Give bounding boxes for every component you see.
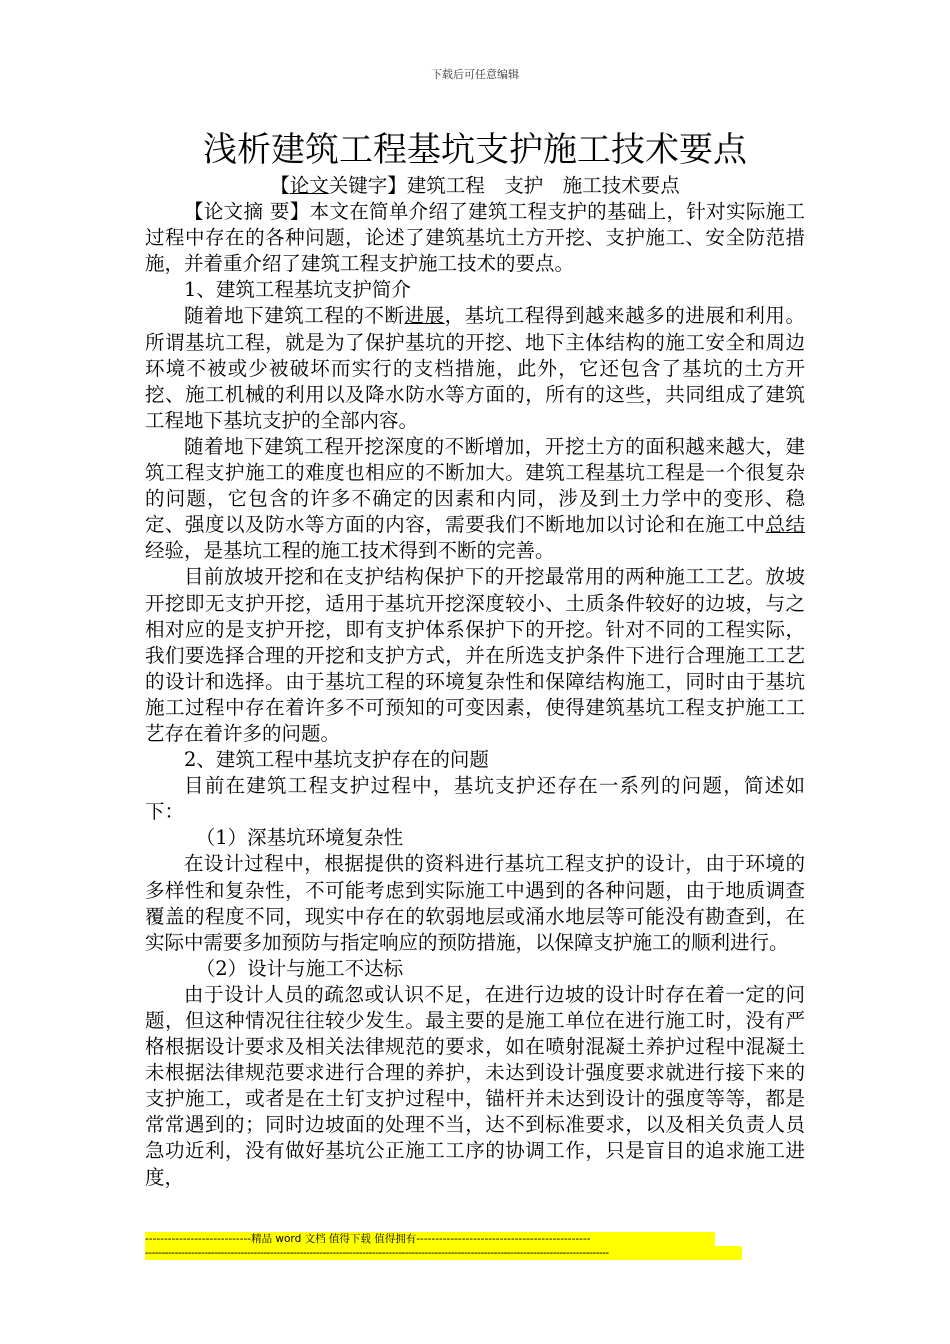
document-title: 浅析建筑工程基坑支护施工技术要点 [203,130,747,170]
section2-intro: 目前在建筑工程支护过程中，基坑支护还存在一系列的问题，简述如下： [145,774,805,824]
section1-p2-text-a: 随着地下建筑工程开挖深度的不断增加，开挖土方的面积越来越大，建筑工程支护施工的难度也相应的不断加大。建筑工程基坑工程是一个很复杂的问题，它包含的许多不确定的因素和内同，涉及到土力学中的变形、稳定、强度以及防水等方面的内容，需要我们不断地加以讨论和在施工中 [145,434,805,537]
abstract-paragraph: 【论文摘 要】本文在简单介绍了建筑工程支护的基础上，针对实际施工过程中存在的各种问题，论述了建筑基坑土方开挖、支护施工、安全防范措施，并着重介绍了建筑工程支护施工技术的要点。 [145,200,805,276]
keywords-line [145,173,805,199]
section1-paragraph-1 [145,303,805,433]
section2-sub1-paragraph: 在设计过程中，根据提供的资料进行基坑工程支护的设计，由于环境的多样性和复杂性，不可能考虑到实际施工中遇到的各种问题，由于地质调查覆盖的程度不同，现实中存在的软弱地层或涌水地层等可能没有勘查到，在实际中需要多加预防与指定响应的预防措施，以保障支护施工的顺利进行。 [145,852,805,954]
keywords-text: 关键字】建筑工程 支护 施工技术要点 [328,174,680,197]
keywords-link[interactable]: 论文 [289,174,329,197]
page-header-note: 下载后可任意编辑 [431,68,519,81]
section2-heading: 2、建筑工程中基坑支护存在的问题 [184,748,489,772]
section2-sub2-heading: （2）设计与施工不达标 [195,956,404,980]
section2-sub1-heading: （1）深基坑环境复杂性 [195,826,404,850]
footer-dash-line: --------------------------------------------------------------------------------------------------------------------------------------------- [145,1246,742,1260]
section1-p1-link[interactable]: 进展 [404,304,445,328]
section1-p2-link[interactable]: 总结 [765,513,805,537]
section1-p1-text-b: ，基坑工程得到越来越多的进展和利用。所谓基坑工程，就是为了保护基坑的开挖、地下主体结构的施工安全和周边环境不被或少被破坏而实行的支档措施，此外，它还包含了基坑的土方开挖、施工机械的利用以及降水防水等方面的，所有的这些，共同组成了建筑工程地下基坑支护的全部内容。 [145,304,805,432]
footer-banner-line: ----------------------------精品 word 文档 值得下载 值得拥有---------------------------------------------- [145,1232,715,1246]
section1-paragraph-3: 目前放坡开挖和在支护结构保护下的开挖最常用的两种施工工艺。放坡开挖即无支护开挖，适用于基坑开挖深度较小、土质条件较好的边坡，与之相对应的是支护开挖，即有支护体系保护下的开挖。针对不同的工程实际，我们要选择合理的开挖和支护方式，并在所选支护条件下进行合理施工工艺的设计和选择。由于基坑工程的环境复杂性和保障结构施工，同时由于基坑施工过程中存在着许多不可预知的可变因素，使得建筑基坑工程支护施工工艺存在着许多的问题。 [145,565,805,745]
section1-p1-text-a: 随着地下建筑工程的不断 [184,304,405,328]
section2-sub2-paragraph: 由于设计人员的疏忽或认识不足，在进行边坡的设计时存在着一定的问题，但这种情况往往较少发生。最主要的是施工单位在进行施工时，没有严格根据设计要求及相关法律规范的要求，如在喷射混凝土养护过程中混凝土未根据法律规范要求进行合理的养护，未达到设计强度要求就进行接下来的支护施工，或者是在土钉支护过程中，锚杆并未达到设计的强度等等，都是常常遇到的；同时边坡面的处理不当，达不到标准要求，以及相关负责人员急功近利，没有做好基坑公正施工工序的协调工作，只是盲目的追求施工进度， [145,982,805,1189]
section1-paragraph-2 [145,434,805,564]
section1-p2-text-b: 经验，是基坑工程的施工技术得到不断的完善。 [145,539,555,563]
keywords-prefix: 【 [270,174,290,197]
section1-heading: 1、建筑工程基坑支护简介 [184,278,411,302]
page-footer [145,1232,745,1260]
document-body [145,173,805,1191]
